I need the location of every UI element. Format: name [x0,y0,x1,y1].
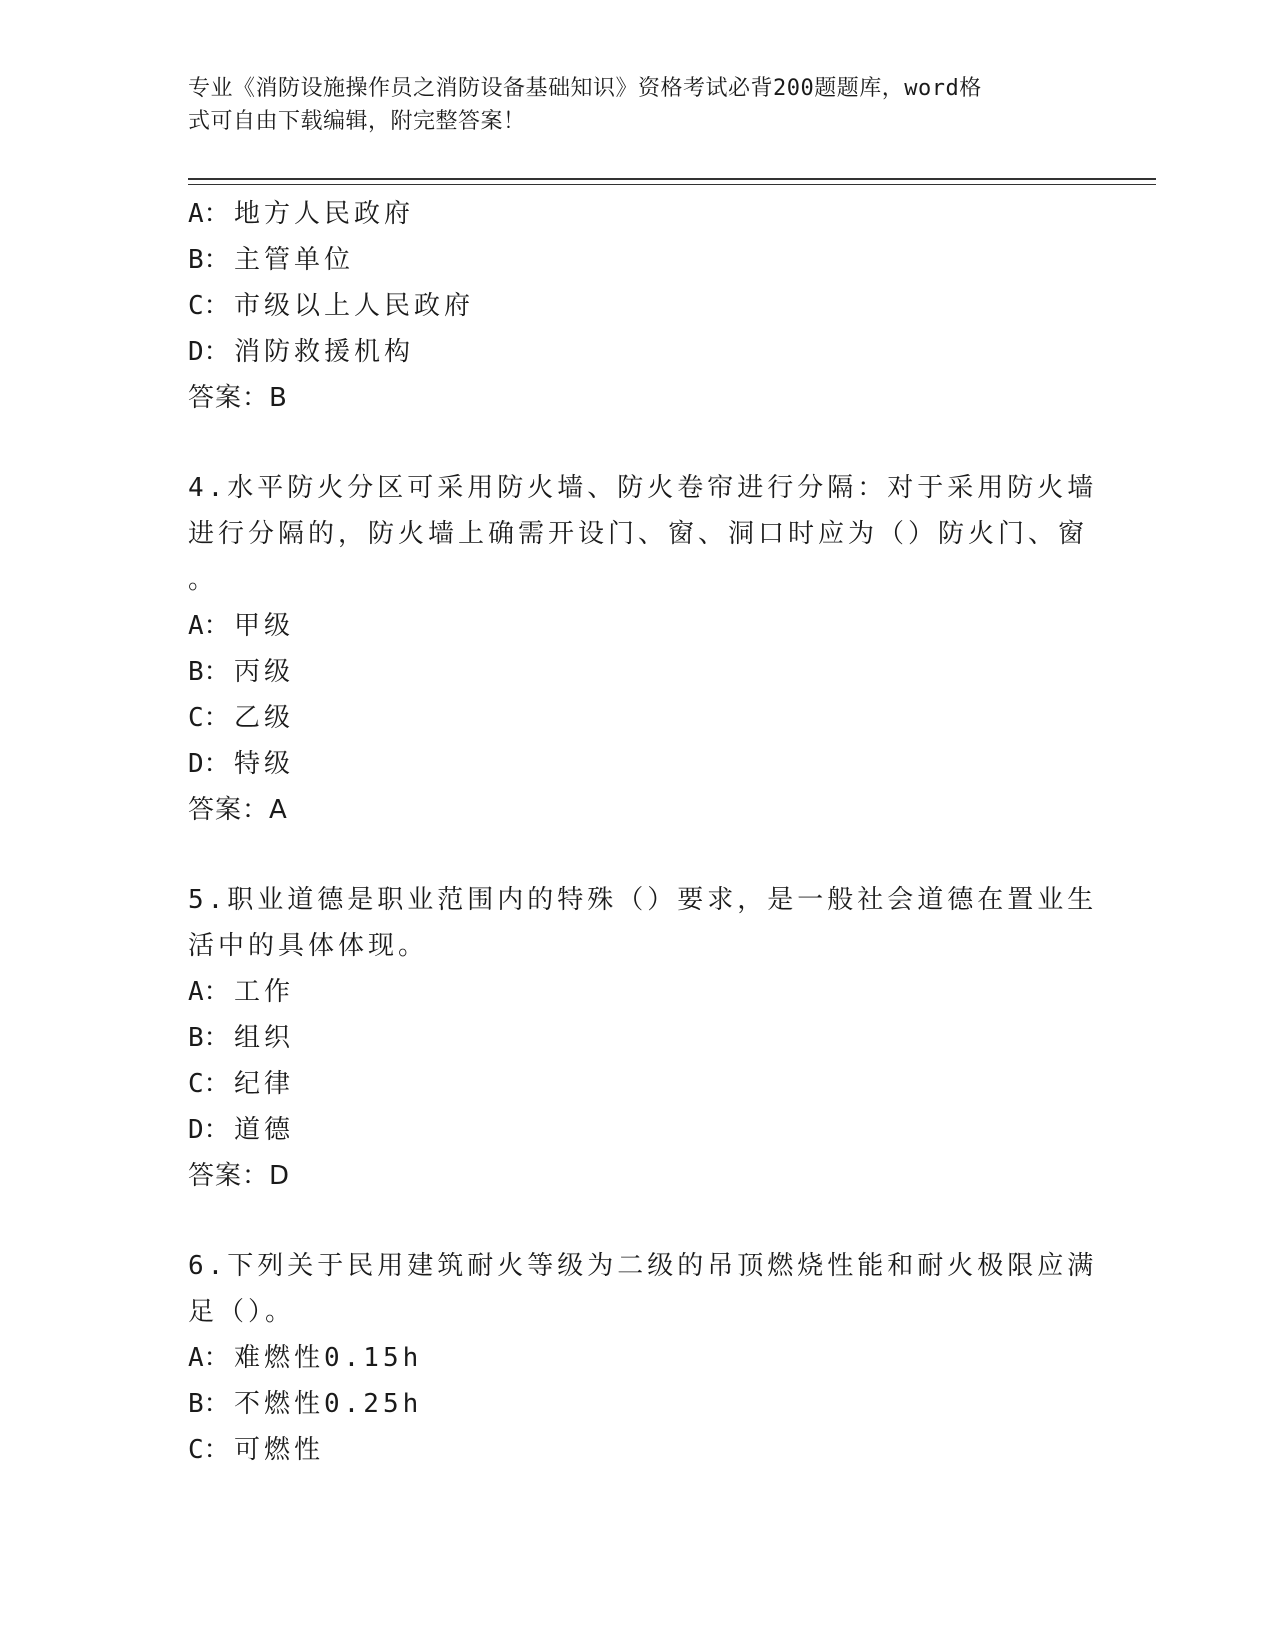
option-c [188,1061,1068,1107]
option-text: 道德 [234,1115,295,1145]
option-letter: A： [188,1343,230,1373]
option-b [188,237,1068,283]
option-letter: C： [188,291,230,321]
option-b [188,1015,1068,1061]
option-letter: B： [188,1389,230,1419]
question-text-line: 。 [188,565,219,595]
option-b [188,1381,1068,1427]
option-text: 丙级 [234,657,295,687]
option-text: 乙级 [234,703,295,733]
option-text: 可燃性 [234,1435,325,1465]
option-letter: C： [188,1069,230,1099]
option-a [188,191,1068,237]
header-line-1: 专业《消防设施操作员之消防设备基础知识》资格考试必背200题题库，word格 [188,76,982,101]
header-divider-thick [188,178,1156,180]
option-d [188,741,1068,787]
option-d [188,329,1068,375]
answer-line: 答案：A [188,795,288,825]
question-6 [188,1243,1098,1473]
question-list [188,191,1098,1473]
option-text: 特级 [234,749,295,779]
document-header [188,72,1068,138]
option-letter: D： [188,749,230,779]
answer-line: 答案：D [188,1161,291,1191]
option-text: 甲级 [234,611,295,641]
option-text: 主管单位 [234,245,355,275]
option-text: 难燃性0.15h [234,1343,423,1373]
option-letter: C： [188,1435,230,1465]
question-4 [188,465,1098,833]
option-letter: A： [188,199,230,229]
option-letter: A： [188,977,230,1007]
option-b [188,649,1068,695]
question-text-line: 6.下列关于民用建筑耐火等级为二级的吊顶燃烧性能和耐火极限应满 [188,1251,1098,1281]
spacer [188,833,1068,877]
option-text: 不燃性0.25h [234,1389,423,1419]
question-3-options [188,191,1068,421]
option-letter: A： [188,611,230,641]
option-text: 组织 [234,1023,295,1053]
option-letter: B： [188,1023,230,1053]
header-line-2: 式可自由下载编辑，附完整答案！ [188,109,526,134]
question-text-line: 活中的具体体现。 [188,931,429,961]
question-text-line: 5.职业道德是职业范围内的特殊（）要求，是一般社会道德在置业生 [188,885,1098,915]
option-text: 工作 [234,977,295,1007]
option-text: 纪律 [234,1069,295,1099]
option-letter: C： [188,703,230,733]
option-a [188,603,1068,649]
option-d [188,1107,1068,1153]
option-c [188,1427,1068,1473]
option-a [188,1335,1068,1381]
option-letter: B： [188,245,230,275]
option-letter: B： [188,657,230,687]
option-text: 地方人民政府 [234,199,415,229]
answer-line: 答案：B [188,383,288,413]
option-c [188,695,1068,741]
spacer [188,421,1068,465]
question-text-line: 足（）。 [188,1297,296,1327]
option-text: 市级以上人民政府 [234,291,475,321]
question-text-line: 进行分隔的，防火墙上确需开设门、窗、洞口时应为（）防火门、窗 [188,519,1089,549]
option-text: 消防救援机构 [234,337,415,367]
spacer [188,1199,1068,1243]
option-a [188,969,1068,1015]
option-letter: D： [188,1115,230,1145]
option-c [188,283,1068,329]
option-letter: D： [188,337,230,367]
header-divider-thin [188,184,1156,185]
question-5 [188,877,1098,1199]
question-text-line: 4.水平防火分区可采用防火墙、防火卷帘进行分隔：对于采用防火墙 [188,473,1098,503]
